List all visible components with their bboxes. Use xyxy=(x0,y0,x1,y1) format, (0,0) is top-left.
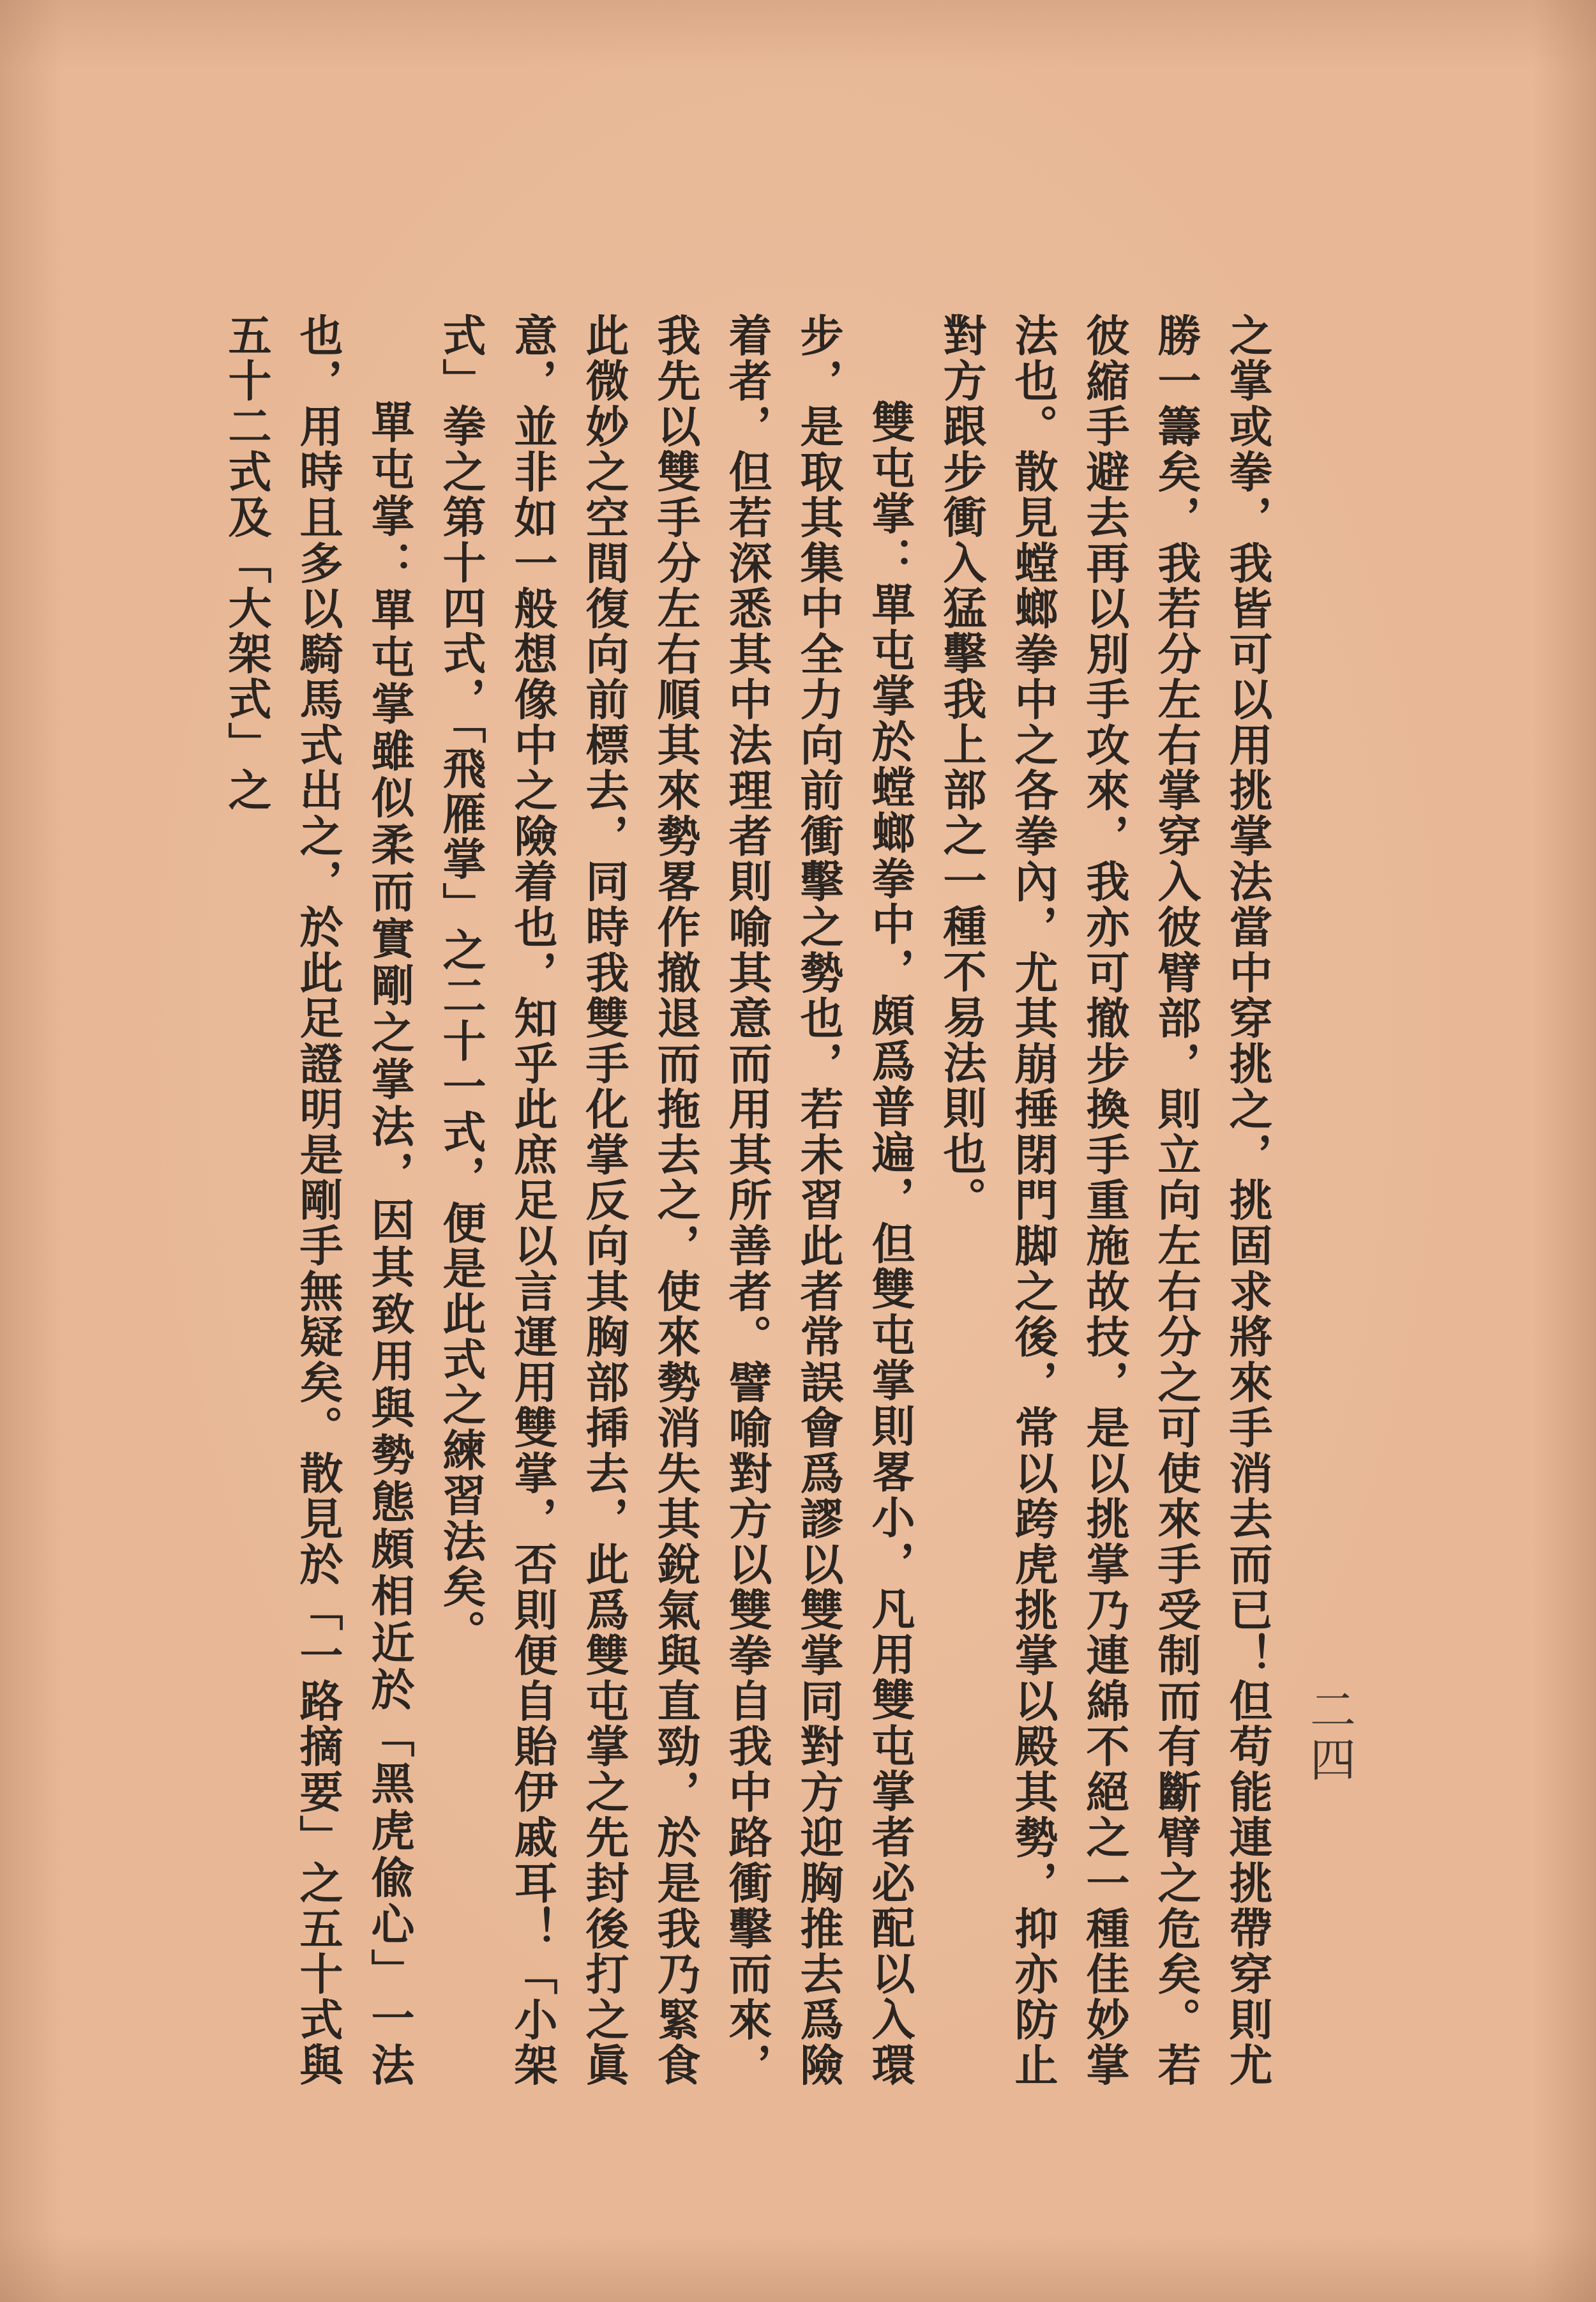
paragraph-tiao-zhang: 之掌或拳，我皆可以用挑掌法當中穿挑之，挑固求將來手消去而已！但苟能連挑帶穿則尤勝一籌矣，我若分左右掌穿入彼臂部，則立向左右分之可使來手受制而有斷臂之危矣。若彼縮手避去再以別手攻來，我亦可撤步換手重施故技，是以挑掌乃連綿不絕之一種佳妙掌法也。散見螳螂拳中之各拳內，尤其崩捶閉門脚之後，常以跨虎挑掌以殿其勢，抑亦防止對方跟步衝入猛擊我上部之一種不易法則也。 xyxy=(936,313,1273,2088)
paragraph-dan-tun-zhang: 單屯掌：單屯掌雖似柔而實剛之掌法，因其致用與勢態頗相近於「黑虎偸心」一法也，用時且多以騎馬式出之，於此足證明是剛手無疑矣。散見於「一路摘要」之五十式與五十二式及「大架式」之 xyxy=(221,313,415,2088)
page-number: 二四 xyxy=(1302,1686,1356,1785)
paragraph-shuang-tun-zhang: 雙屯掌：單屯掌於螳螂拳中，頗爲普遍，但雙屯掌則畧小，凡用雙屯掌者必配以入環步，是取其集中全力向前衝擊之勢也，若未習此者常誤會爲謬以雙掌同對方迎胸推去爲險着者，但若深悉其中法理者則喻其意而用其所善者。譬喻對方以雙拳自我中路衝擊而來，我先以雙手分左右順其來勢畧作撤退而拖去之，使來勢消失其銳氣與直勁，於是我乃緊食此微妙之空間復向前標去，同時我雙手化掌反向其胸部揷去，此爲雙屯掌之先封後打之眞意，並非如一般想像中之險着也，知乎此庶足以言運用雙掌，否則便自貽伊戚耳！「小架式」拳之第十四式，「飛雁掌」之二十一式，便是此式之練習法矣。 xyxy=(435,313,915,2088)
body-text xyxy=(211,313,1283,2088)
